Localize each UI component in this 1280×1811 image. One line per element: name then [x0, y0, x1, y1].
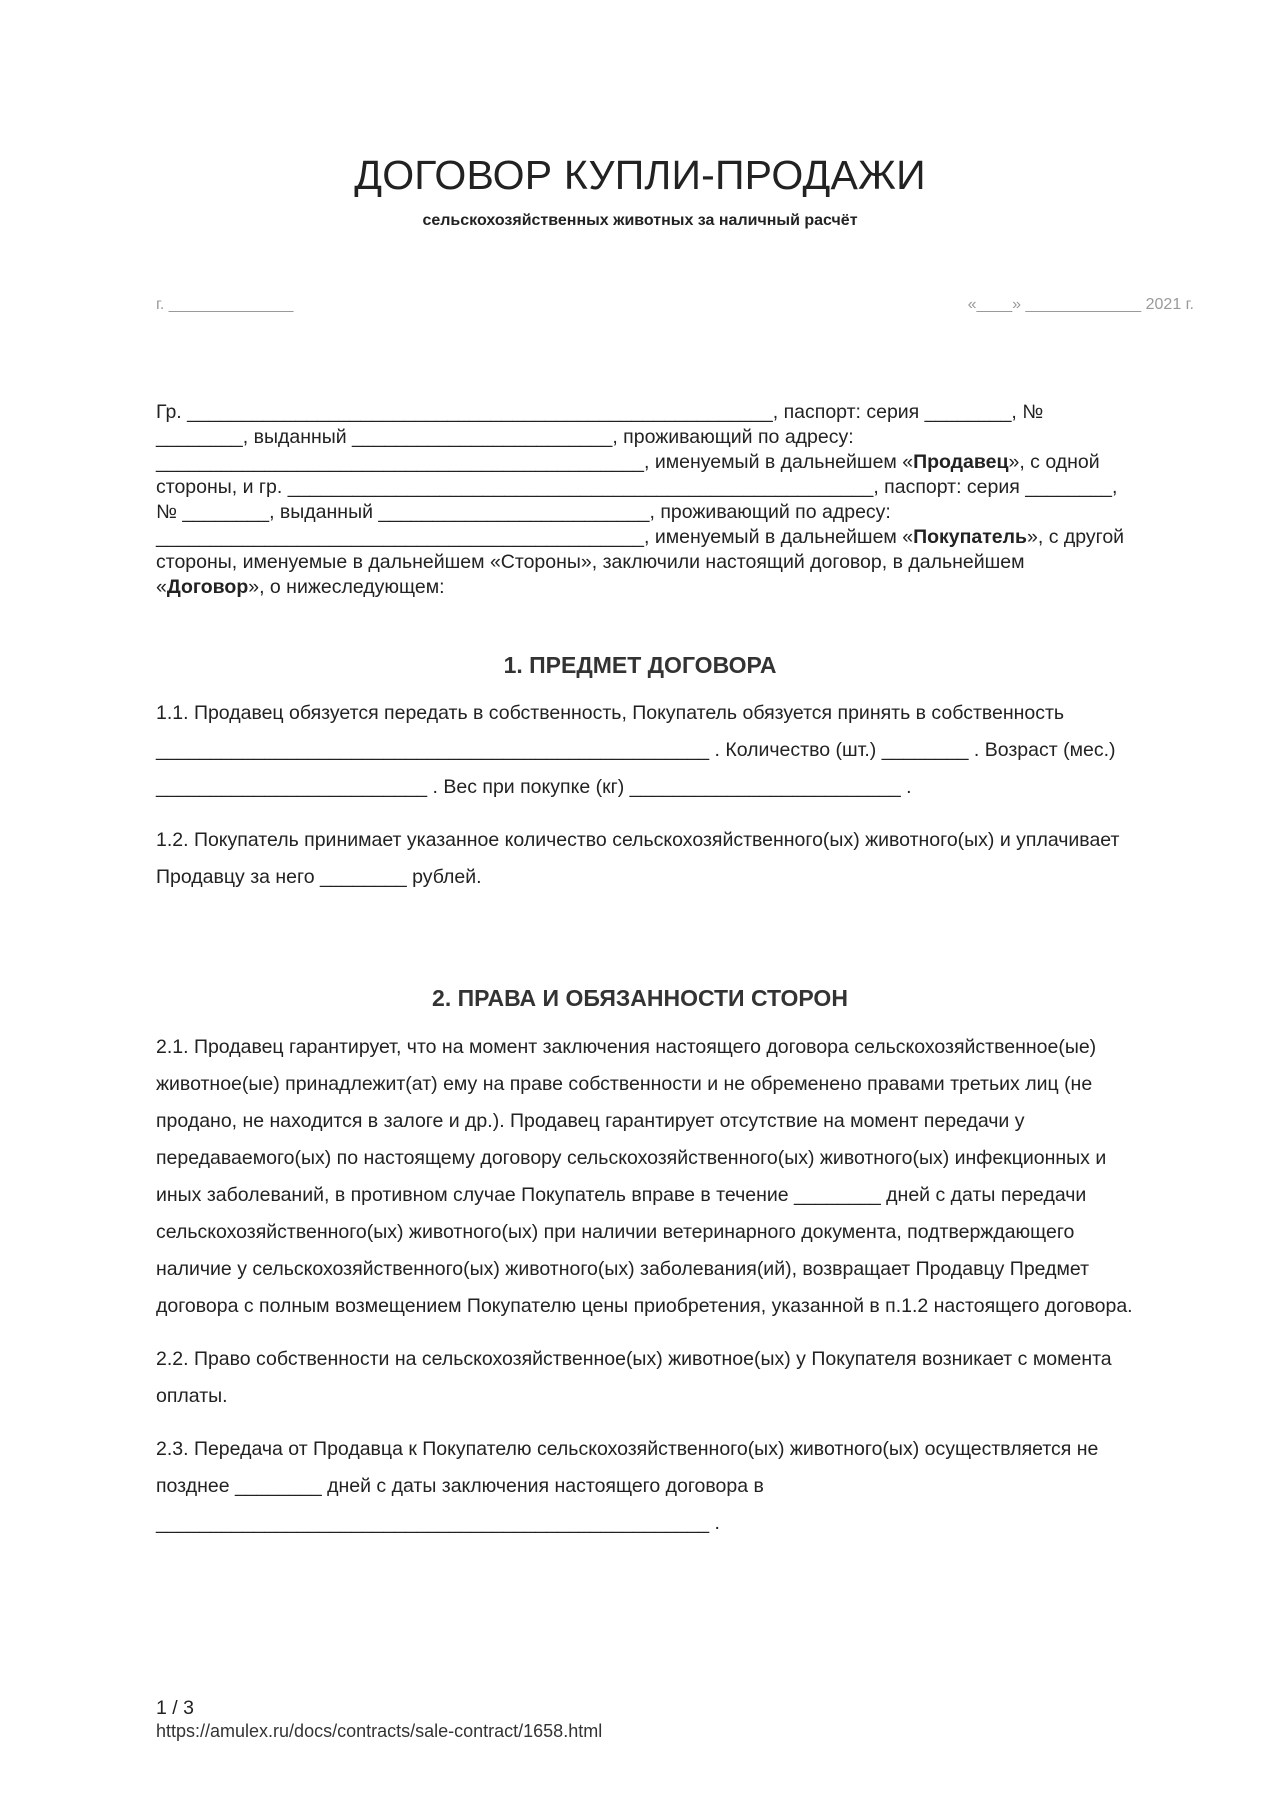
clause-1-2: 1.2. Покупатель принимает указанное количество сельскохозяйственного(ых) животного(ых) и уплачивает Продавцу за него ________ рублей.	[156, 829, 1120, 888]
section-2-title: 2. ПРАВА И ОБЯЗАННОСТИ СТОРОН	[432, 985, 848, 1011]
date-line: «____» _____________ 2021 г.	[967, 296, 1194, 313]
clause-2-2: 2.2. Право собственности на сельскохозяйственное(ых) животное(ых) у Покупателя возникает с момента оплаты.	[156, 1348, 1112, 1407]
clause-2-1: 2.1. Продавец гарантирует, что на момент заключения настоящего договора сельскохозяйственное(ые) животное(ые) принадлежит(ат) ему на праве собственности и не обременено правами третьих лиц (не продано, не находится в залоге и др.). Продавец гарантирует отсутствие на момент передачи у передаваемого(ых) по настоящему договору сельскохозяйственного(ых) животного(ых) инфекционных и иных заболеваний, в противном случае Покупатель вправе в течение ________ дней с даты передачи сельскохозяйственного(ых) животного(ых) при наличии ветеринарного документа, подтверждающего наличие у сельскохозяйственного(ых) животного(ых) заболевания(ий), возвращает Продавцу Предмет договора с полным возмещением Покупателю цены приобретения, указанной в п.1.2 настоящего договора.	[156, 1036, 1133, 1317]
section-1-body	[156, 695, 1136, 896]
page-number: 1 / 3	[156, 1697, 194, 1719]
document-title: ДОГОВОР КУПЛИ-ПРОДАЖИ	[354, 152, 926, 198]
contract-term: Договор	[166, 576, 249, 598]
clause-1-1: 1.1. Продавец обязуется передать в собственность, Покупатель обязуется принять в собственность ___________________________________________________ . Количество (шт.) ________ . Возраст (мес.) _________________________ . Вес при покупке (кг) _________________________ .	[156, 702, 1116, 798]
clause-2-3: 2.3. Передача от Продавца к Покупателю сельскохозяйственного(ых) животного(ых) осуществляется не позднее ________ дней с даты заключения настоящего договора в ___________________________________________________ .	[156, 1438, 1099, 1534]
city-line: г. ______________	[156, 296, 294, 313]
intro-text-3: », с другой стороны, именуемые в дальнейшем «Стороны», заключили настоящий договор, в дальнейшем «	[156, 526, 1125, 598]
intro-text-1: Гр. ______________________________________________________, паспорт: серия ________, № ________, выданный ________________________, проживающий по адресу: _____________________________________________, именуемый в дальнейшем «	[156, 401, 1044, 473]
buyer-term: Покупатель	[913, 526, 1028, 548]
section-1-title: 1. ПРЕДМЕТ ДОГОВОРА	[503, 652, 777, 678]
intro-text-4: », о нижеследующем:	[248, 576, 445, 598]
intro-paragraph	[156, 400, 1136, 600]
document-subtitle: сельскохозяйственных животных за наличный расчёт	[422, 212, 858, 229]
intro-text-2: », с одной стороны, и гр. ______________________________________________________, паспорт: серия ________, № ________, выданный _________________________, проживающий по адресу: _____________________________________________, именуемый в дальнейшем «	[156, 451, 1118, 548]
source-url[interactable]: https://amulex.ru/docs/contracts/sale-contract/1658.html	[156, 1721, 603, 1741]
seller-term: Продавец	[913, 451, 1009, 473]
section-2-body	[156, 1029, 1136, 1542]
